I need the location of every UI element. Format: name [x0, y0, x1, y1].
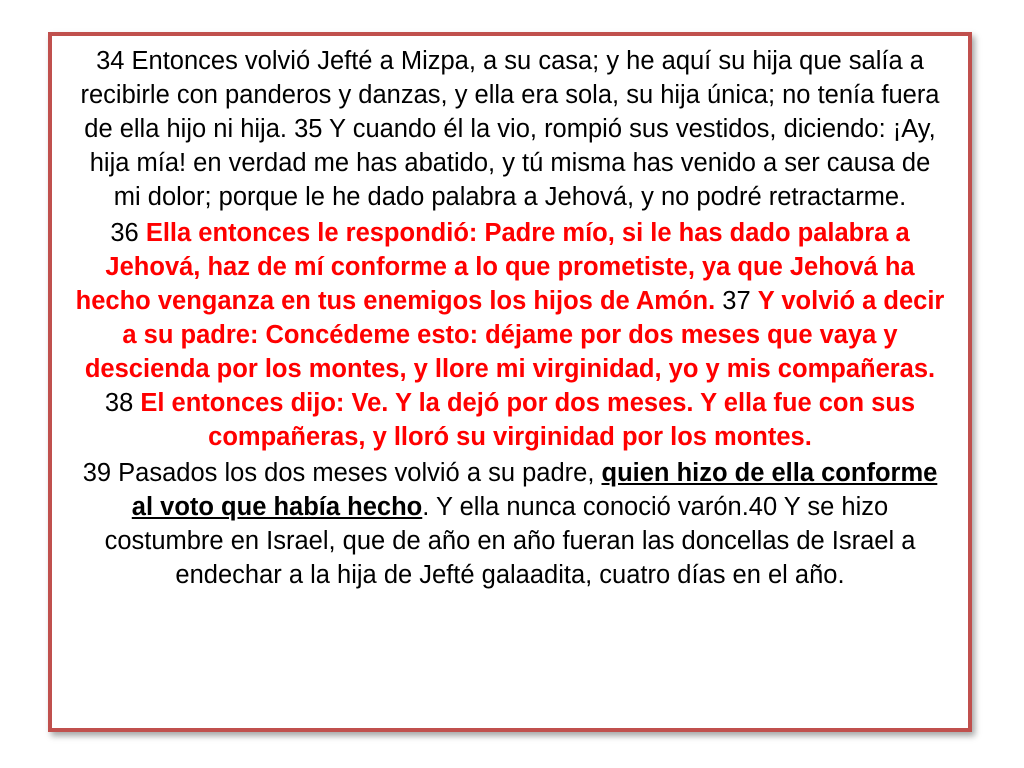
verse-number-37: 37: [715, 287, 758, 315]
verse-39-40-rest: . Y ella nunca conoció varón.40 Y se hizo costumbre en Israel, que de año en año fueran las doncellas de Israel a endechar a la hija de Jefté galaadita, cuatro días en el año.: [104, 493, 916, 589]
verse-number-38: 38: [104, 389, 141, 417]
verse-number-36: 36: [110, 219, 146, 247]
verse-38-text: El entonces dijo: Ve. Y la dejó por dos meses. Y ella fue con sus compañeras, y lloró su virginidad por los montes.: [140, 389, 916, 451]
slide-frame: [48, 32, 972, 732]
paragraph-verses-39-40: [74, 456, 946, 592]
verse-37-text: Y volvió a decir a su padre: Concédeme esto: déjame por dos meses que vaya y descienda por los montes, y llore mi virginidad, yo y mis compañeras.: [84, 287, 945, 383]
paragraph-verses-36-38: [74, 216, 946, 454]
verse-39-start: 39 Pasados los dos meses volvió a su padre,: [82, 459, 602, 487]
verse-36-text: Ella entonces le respondió: Padre mío, si le has dado palabra a Jehová, haz de mí conforme a lo que prometiste, ya que Jehová ha hecho venganza en tus enemigos los hijos de Amón.: [75, 219, 915, 315]
scripture-text: [52, 44, 968, 594]
underlined-phrase: quien hizo de ella conforme al voto que había hecho: [131, 459, 938, 521]
paragraph-verses-34-35: 34 Entonces volvió Jefté a Mizpa, a su casa; y he aquí su hija que salía a recibirle con panderos y danzas, y ella era sola, su hija única; no tenía fuera de ella hijo ni hija. 35 Y cuando él la vio, rompió sus vestidos, diciendo: ¡Ay, hija mía! en verdad me has abatido, y tú misma has venido a ser causa de mi dolor; porque le he dado palabra a Jehová, y no podré retractarme.: [80, 47, 940, 211]
